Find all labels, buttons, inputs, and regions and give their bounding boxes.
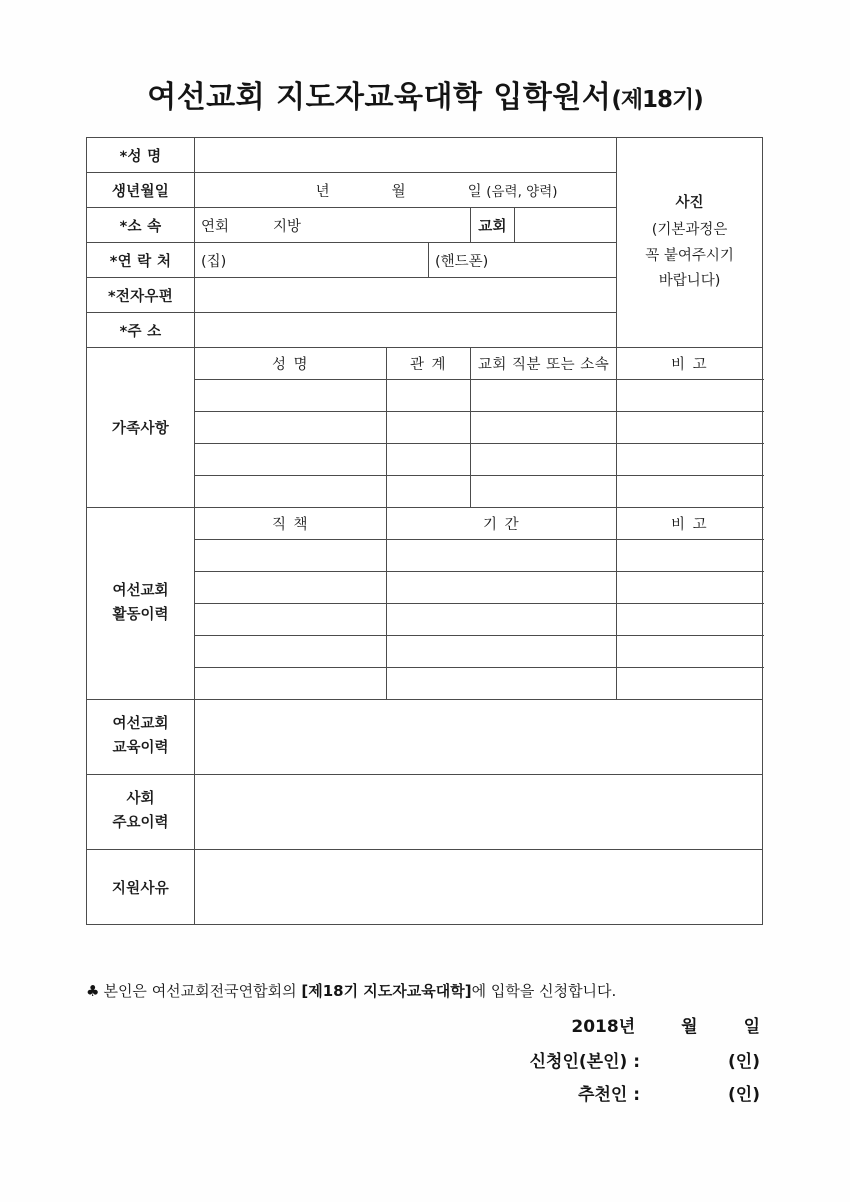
- activity-cell-position[interactable]: [195, 604, 387, 636]
- date-year[interactable]: 2018년: [571, 1017, 636, 1037]
- activity-cell-position[interactable]: [195, 668, 387, 700]
- activity-cell-period[interactable]: [387, 668, 617, 700]
- contact-label: *연 락 처: [87, 243, 195, 278]
- church-input[interactable]: [515, 208, 617, 243]
- family-section-label: 가족사항: [87, 348, 195, 508]
- family-col-position: 교회 직분 또는 소속: [471, 348, 617, 380]
- motivation-input[interactable]: [195, 850, 763, 925]
- contact-mobile-label: (핸드폰): [435, 253, 489, 270]
- motivation-label: 지원사유: [87, 850, 195, 925]
- address-label: *주 소: [87, 313, 195, 348]
- declaration-part-2: 에 입학을 신청합니다.: [471, 982, 617, 1000]
- activity-cell-position[interactable]: [195, 540, 387, 572]
- family-cell-name[interactable]: [195, 444, 387, 476]
- row-education-history: [87, 700, 763, 775]
- recommender-seal-mark[interactable]: (인): [728, 1085, 760, 1105]
- activity-cell-position[interactable]: [195, 572, 387, 604]
- applicant-signature-label: 신청인(본인) :: [529, 1052, 640, 1072]
- birth-month-unit: 월: [391, 183, 406, 200]
- contact-home-input[interactable]: [195, 243, 429, 278]
- activity-cell-note[interactable]: [617, 540, 763, 572]
- family-col-note: 비 고: [617, 348, 763, 380]
- name-input[interactable]: [195, 138, 617, 173]
- photo-box[interactable]: [617, 138, 763, 348]
- declaration-statement: [86, 980, 776, 1001]
- birth-calendar-note: (음력, 양력): [486, 183, 558, 200]
- family-cell-note[interactable]: [617, 444, 763, 476]
- education-history-label: [87, 700, 195, 775]
- applicant-seal-mark[interactable]: (인): [728, 1052, 760, 1072]
- signature-date-line: [0, 1012, 760, 1037]
- activity-cell-note[interactable]: [617, 668, 763, 700]
- activity-cell-period[interactable]: [387, 636, 617, 668]
- family-cell-position[interactable]: [471, 380, 617, 412]
- recommender-signature-label: 추천인 :: [578, 1085, 640, 1105]
- row-family-header: [87, 348, 763, 380]
- family-cell-name[interactable]: [195, 476, 387, 508]
- activity-cell-note[interactable]: [617, 604, 763, 636]
- email-input[interactable]: [195, 278, 617, 313]
- declaration-part-1: 본인은 여선교회전국연합회의: [103, 982, 297, 1000]
- birth-day-unit: 일: [467, 183, 482, 200]
- applicant-signature-line: [0, 1047, 760, 1072]
- activity-label-line-2: 활동이력: [112, 606, 169, 623]
- contact-mobile-input[interactable]: [429, 243, 617, 278]
- activity-cell-period[interactable]: [387, 540, 617, 572]
- activity-cell-note[interactable]: [617, 572, 763, 604]
- conference-unit: 연회: [201, 218, 230, 235]
- family-col-relation: 관 계: [387, 348, 471, 380]
- social-history-label-line-2: 주요이력: [112, 815, 169, 831]
- family-cell-note[interactable]: [617, 476, 763, 508]
- declaration-program-name: [제18기 지도자교육대학]: [301, 982, 472, 1000]
- row-name: [87, 138, 763, 173]
- family-cell-note[interactable]: [617, 380, 763, 412]
- family-cell-relation[interactable]: [387, 444, 471, 476]
- social-history-label-line-1: 사회: [126, 791, 155, 808]
- application-form-table: [86, 137, 763, 925]
- title-main-text: 여선교회 지도자교육대학 입학원서: [147, 80, 612, 115]
- row-social-history: [87, 775, 763, 850]
- family-col-name: 성 명: [195, 348, 387, 380]
- activity-cell-period[interactable]: [387, 572, 617, 604]
- family-cell-position[interactable]: [471, 444, 617, 476]
- activity-col-period: 기 간: [387, 508, 617, 540]
- recommender-signature-line: [0, 1080, 760, 1105]
- family-cell-note[interactable]: [617, 412, 763, 444]
- family-cell-relation[interactable]: [387, 380, 471, 412]
- family-cell-relation[interactable]: [387, 476, 471, 508]
- activity-cell-note[interactable]: [617, 636, 763, 668]
- page-title: [0, 72, 850, 116]
- activity-col-note: 비 고: [617, 508, 763, 540]
- photo-note-line-1: (기본과정은: [651, 222, 728, 239]
- photo-note-line-3: 바랍니다): [658, 272, 721, 289]
- family-cell-position[interactable]: [471, 412, 617, 444]
- social-history-label: [87, 775, 195, 850]
- activity-cell-period[interactable]: [387, 604, 617, 636]
- date-day[interactable]: 일: [743, 1017, 760, 1037]
- birthdate-input[interactable]: [195, 173, 617, 208]
- social-history-input[interactable]: [195, 775, 763, 850]
- family-cell-relation[interactable]: [387, 412, 471, 444]
- family-cell-name[interactable]: [195, 412, 387, 444]
- address-input[interactable]: [195, 313, 617, 348]
- row-activity-header: [87, 508, 763, 540]
- district-unit: 지방: [273, 218, 302, 235]
- birthdate-label: 생년월일: [87, 173, 195, 208]
- photo-title: 사진: [675, 194, 704, 211]
- row-motivation: [87, 850, 763, 925]
- education-history-label-line-2: 교육이력: [112, 740, 169, 756]
- activity-col-position: 직 책: [195, 508, 387, 540]
- title-term-text: (제18기): [611, 87, 703, 113]
- family-cell-position[interactable]: [471, 476, 617, 508]
- affiliation-conference-district-input[interactable]: [195, 208, 471, 243]
- education-history-label-line-1: 여선교회: [112, 716, 169, 733]
- page-title-text: [147, 72, 703, 116]
- affiliation-label: *소 속: [87, 208, 195, 243]
- activity-section-label: [87, 508, 195, 700]
- activity-label-line-1: 여선교회: [112, 582, 169, 599]
- education-history-input[interactable]: [195, 700, 763, 775]
- family-cell-name[interactable]: [195, 380, 387, 412]
- email-label: *전자우편: [87, 278, 195, 313]
- church-label: 교회: [471, 208, 515, 243]
- name-label: *성 명: [87, 138, 195, 173]
- date-month[interactable]: 월: [681, 1017, 698, 1037]
- contact-home-label: (집): [201, 253, 227, 270]
- club-symbol-icon: ♣: [86, 982, 100, 1000]
- activity-cell-position[interactable]: [195, 636, 387, 668]
- birth-year-unit: 년: [315, 183, 330, 200]
- photo-note-line-2: 꼭 붙여주시기: [645, 247, 734, 264]
